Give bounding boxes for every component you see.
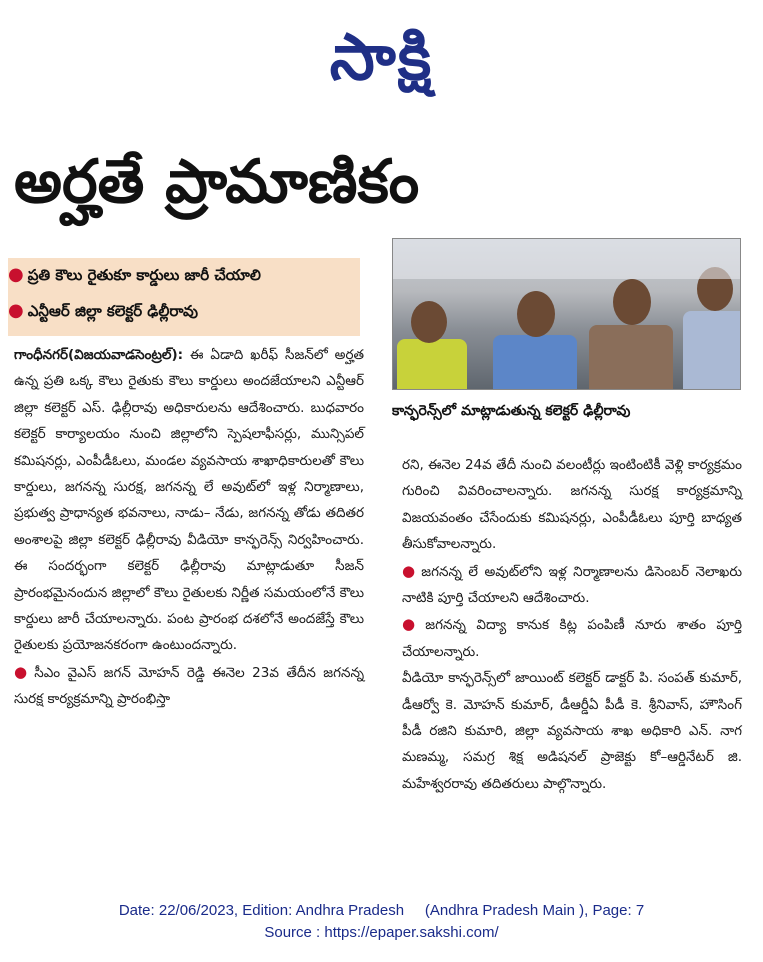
body-paragraph: సీఎం వైఎస్ జగన్ మోహన్ రెడ్డి ఈనెల 23వ తేదీన జగనన్న సురక్ష కార్యక్రమాన్ని ప్రారంభిస్తా xyxy=(14,664,364,708)
body-paragraph: వీడియో కాన్ఫరెన్స్‌లో జాయింట్ కలెక్టర్ డాక్టర్ పి. సంపత్ కుమార్, డీఆర్వో కె. మోహన్ కుమార్, డీఆర్డీఏ పీడీ కె. శ్రీనివాస్, హౌసింగ్ పీడీ రజిని కుమారి, జిల్లా వ్యవసాయ శాఖ అధికారి ఎన్. నాగ మణమ్మ, సమగ్ర శిక్ష అడిషనల్ ప్రాజెక్టు కో–ఆర్డినేటర్ జి. మహేశ్వరరావు తదితరులు పాల్గొన్నారు. xyxy=(402,670,742,792)
left-column xyxy=(14,342,364,713)
footer-source-line: Source : https://epaper.sakshi.com/ xyxy=(264,924,499,941)
subpoint-1: ● ప్రతి కౌలు రైతుకూ కార్డులు జారీ చేయాలి xyxy=(8,264,261,285)
bullet-icon: ● xyxy=(14,662,31,681)
body-paragraph: జగనన్న విద్యా కానుక కిట్ల పంపిణీ నూరు శాతం పూర్తి చేయాలన్నారు. xyxy=(402,617,742,660)
article-headline: అర్హతే ప్రామాణికం xyxy=(14,147,420,217)
conference-photo xyxy=(392,238,741,390)
body-paragraph: జగనన్న లే అవుట్‌లోని ఇళ్ల నిర్మాణాలను డిసెంబర్ నెలాఖరు నాటికి పూర్తి చేయాలని ఆదేశించారు. xyxy=(402,563,742,607)
dateline: గాంధీనగర్(విజయవాడసెంట్రల్): xyxy=(14,347,184,363)
bullet-icon: ● xyxy=(402,615,422,634)
body-paragraph: ఈ ఏడాది ఖరీఫ్ సీజన్‌లో అర్హత ఉన్న ప్రతి ఒక్క కౌలు రైతుకు కౌలు కార్డులు అందజేయాలని ఎన్టీఆర్ జిల్లా కలెక్టర్ ఎస్. ఢిల్లీరావు అధికారులను ఆదేశించారు. బుధవారం కలెక్టర్ కార్యాలయం నుంచి జిల్లాలోని స్పెషలాఫీసర్లు, మున్సిపల్ కమిషనర్లు, ఎంపీడీఓలు, మండల వ్యవసాయ శాఖాధికారులతో కౌలు కార్డులు, జగనన్న సురక్ష, జగనన్న లే అవుట్‌లో ఇళ్ల నిర్మాణాలు, ప్రభుత్వ ప్రాధాన్యత భవనాలు, నాడు– నేడు, జగనన్న తోడు తదితర అంశాలపై జిల్లా కలెక్టర్ ఢిల్లీరావు వీడియో కాన్ఫరెన్స్ నిర్వహించారు. ఈ సందర్భంగా కలెక్టర్ ఢిల్లీరావు మాట్లాడుతూ సీజన్ ప్రారంభమైనందున జిల్లాలో కౌలు రైతులకు నిర్ణీత సమయంలోనే కౌలు కార్డులు జారీ చేయాలన్నారు. పంట ప్రారంభ దశలోనే అందజేస్తే కౌలు రైతులకు ప్రయోజనకరంగా ఉంటుందన్నారు. xyxy=(14,347,364,654)
subpoint-2: ● ఎన్టీఆర్ జిల్లా కలెక్టర్ ఢిల్లీరావు xyxy=(8,300,198,321)
footer-date-line: Date: 22/06/2023, Edition: Andhra Pradesh (Andhra Pradesh Main ), Page: 7 xyxy=(118,902,645,919)
sakshi-logo: సాక్షి xyxy=(329,21,434,95)
bullet-icon: ● xyxy=(8,300,24,321)
bullet-icon: ● xyxy=(8,264,24,285)
body-paragraph: రని, ఈనెల 24వ తేదీ నుంచి వలంటీర్లు ఇంటింటికీ వెళ్లి కార్యక్రమం గురించి వివరించాలన్నారు. జగనన్న సురక్ష కార్యక్రమాన్ని విజయవంతం చేసేందుకు కమిషనర్లు, ఎంపీడీఓలు పూర్తి బాధ్యత తీసుకోవాలన్నారు. xyxy=(402,457,742,553)
bullet-icon: ● xyxy=(402,561,418,580)
photo-caption: కాన్ఫరెన్స్‌లో మాట్లాడుతున్న కలెక్టర్ ఢిల్లీరావు xyxy=(392,403,631,419)
right-column xyxy=(402,452,742,797)
